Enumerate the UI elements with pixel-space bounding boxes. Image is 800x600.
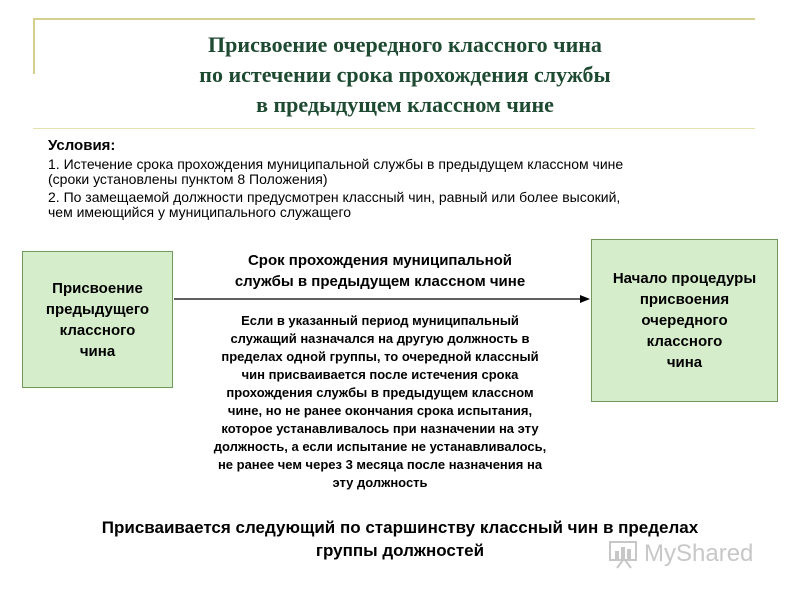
period-line: Срок прохождения муниципальной <box>247 252 513 269</box>
box-line: классного <box>59 321 136 339</box>
conclusion-line: группы должностей <box>315 541 485 560</box>
conditions-heading: Условия: <box>48 137 116 154</box>
condition-item-2 <box>48 190 748 220</box>
box-line: Присвоение <box>52 279 143 297</box>
box-line: чина <box>666 354 703 371</box>
decorative-frame-top <box>33 18 755 20</box>
title-line: по истечении срока прохождения службы <box>199 62 611 87</box>
period-line: службы в предыдущем классном чине <box>234 273 526 290</box>
service-period-label <box>185 250 575 292</box>
previous-rank-box <box>22 251 173 388</box>
conclusion-line: Присваивается следующий по старшинству классный чин в пределах <box>101 518 699 537</box>
box-line: очередного <box>641 312 728 329</box>
decorative-frame-bottom <box>33 128 755 129</box>
box-line: присвоения <box>639 291 730 308</box>
box-line: Начало процедуры <box>612 270 757 287</box>
decorative-frame-left <box>33 18 35 74</box>
note-line: должность, а если испытание не устанавливалось, <box>213 439 547 454</box>
note-line: прохождения службы в предыдущем классном <box>226 385 534 400</box>
condition-item-1 <box>48 157 748 187</box>
note-line: Если в указанный период муниципальный <box>241 313 519 328</box>
conditions-block <box>48 138 748 223</box>
title-line: Присвоение очередного классного чина <box>208 32 602 57</box>
transfer-note <box>170 312 590 492</box>
note-line: чин присваивается после истечения срока <box>241 367 519 382</box>
condition-line: 2. По замещаемой должности предусмотрен классный чин, равный или более высокий, <box>48 189 621 205</box>
timeline-arrow <box>174 292 590 306</box>
note-line: эту должность <box>332 475 428 490</box>
box-line: классного <box>646 333 723 350</box>
condition-line: чем имеющийся у муниципального служащего <box>48 204 352 220</box>
slide-title <box>60 30 750 120</box>
condition-line: (сроки установлены пунктом 8 Положения) <box>48 171 328 187</box>
note-line: которое устанавливалось при назначении на эту <box>221 421 539 436</box>
note-line: служащий назначался на другую должность в <box>230 331 530 346</box>
note-line: пределах одной группы, то очередной классный <box>221 349 539 364</box>
box-line: предыдущего <box>45 300 150 318</box>
title-line: в предыдущем классном чине <box>256 92 554 117</box>
watermark-text: MyShared <box>644 540 754 567</box>
note-line: чине, но не ранее окончания срока испытания, <box>227 403 533 418</box>
watermark-logo <box>608 536 770 572</box>
note-line: не ранее чем через 3 месяца после назначения на <box>217 457 543 472</box>
next-rank-procedure-box <box>591 239 778 402</box>
condition-line: 1. Истечение срока прохождения муниципальной службы в предыдущем классном чине <box>48 156 624 172</box>
box-line: чина <box>79 342 116 360</box>
bar-chart-icon <box>608 538 640 570</box>
